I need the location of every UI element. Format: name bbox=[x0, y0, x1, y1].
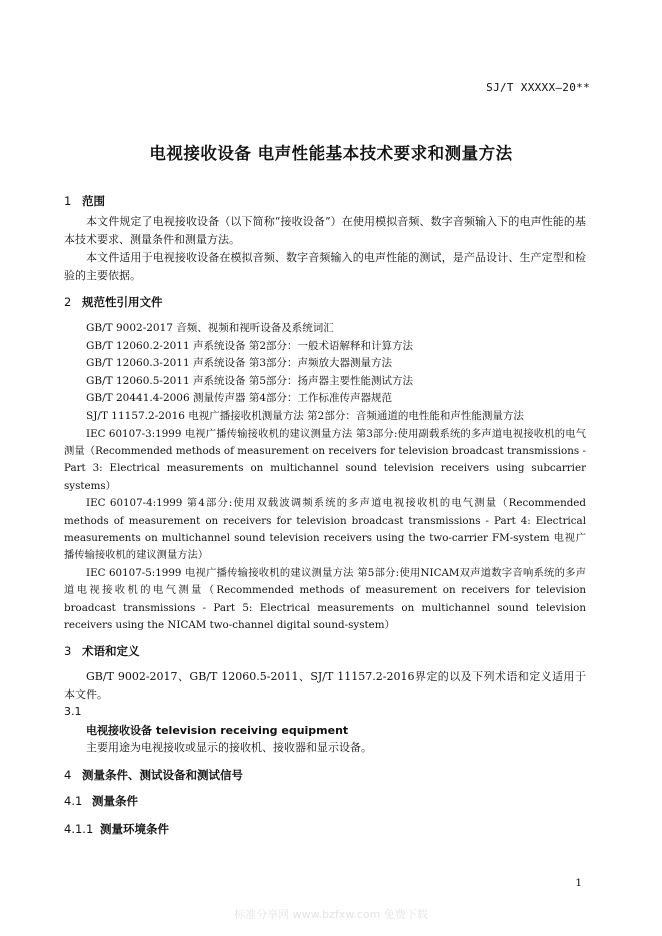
reference-item: IEC 60107-3:1999 电视广播传输接收机的建议测量方法 第3部分:使用副载系统的多声道电视接收机的电气测量（Recommended methods of measurement on receivers for television broadcast transmissions - Part 3: Electrical measurements on multichannel sound television receivers using subcarrier systems） bbox=[64, 427, 586, 492]
standard-code: SJ/T XXXXX—20** bbox=[486, 81, 590, 94]
term-name: 电视接收设备 television receiving equipment bbox=[86, 724, 349, 738]
term-definition: 主要用途为电视接收或显示的接收机、接收器和显示设备。 bbox=[86, 741, 372, 755]
term-number: 3.1 bbox=[64, 705, 82, 719]
section-title: 测量条件、测试设备和测试信号 bbox=[82, 768, 243, 783]
paragraph: GB/T 9002-2017、GB/T 12060.5-2011、SJ/T 11157.2-2016界定的以及下列术语和定义适用于本文件。 bbox=[64, 670, 586, 702]
section-number: 2 bbox=[64, 295, 72, 309]
reference-item: GB/T 12060.5-2011 声系统设备 第5部分：扬声器主要性能测试方法 bbox=[86, 374, 414, 387]
reference-item: GB/T 12060.2-2011 声系统设备 第2部分：一般术语解释和计算方法 bbox=[86, 339, 414, 352]
section-title: 测量条件 bbox=[92, 794, 138, 809]
section-heading-terms bbox=[64, 643, 586, 659]
section-title: 术语和定义 bbox=[82, 644, 140, 659]
subsection-heading bbox=[64, 793, 586, 809]
page-number: 1 bbox=[575, 877, 582, 889]
section-heading-normative-references bbox=[64, 294, 586, 310]
subsubsection-heading bbox=[64, 821, 586, 837]
section-heading-scope bbox=[64, 193, 586, 209]
reference-item: GB/T 9002-2017 音频、视频和视听设备及系统词汇 bbox=[86, 322, 334, 334]
paragraph: 本文件适用于电视接收设备在模拟音频、数字音频输入的电声性能的测试，是产品设计、生产定型和检验的主要依据。 bbox=[64, 251, 586, 282]
section-number: 4.1 bbox=[64, 794, 83, 809]
reference-item: SJ/T 11157.2-2016 电视广播接收机测量方法 第2部分：音频通道的电性能和声性能测量方法 bbox=[86, 409, 524, 422]
paragraph: 本文件规定了电视接收设备（以下简称“接收设备”）在使用模拟音频、数字音频输入下的电声性能的基本技术要求、测量条件和测量方法。 bbox=[64, 215, 586, 246]
reference-item: GB/T 20441.4-2006 测量传声器 第4部分：工作标准传声器规范 bbox=[86, 392, 393, 405]
reference-item: GB/T 12060.3-2011 声系统设备 第3部分：声频放大器测量方法 bbox=[86, 357, 393, 370]
reference-item: IEC 60107-5:1999 电视广播传输接收机的建议测量方法 第5部分:使用NICAM双声道数字音响系统的多声道电视接收机的电气测量（Recommended methods of measurement on receivers for television broadcast transmissions - Part 5: Electrical measurements on multichannel sound television receivers using the NICAM two-channel digital sound-system） bbox=[64, 566, 586, 632]
watermark: 标准分享网 www.bzfxw.com 免费下载 bbox=[234, 908, 428, 921]
page-title: 电视接收设备 电声性能基本技术要求和测量方法 bbox=[149, 144, 513, 163]
section-title: 测量环境条件 bbox=[100, 822, 169, 837]
section-number: 4 bbox=[64, 768, 72, 783]
reference-item: IEC 60107-4:1999 第4部分:使用双载波调频系统的多声道电视接收机的电气测量（Recommended methods of measurement on receivers for television broadcast transmissions - Part 4: Electrical measurements on multichannel sound television receivers using the two-carrier FM-system 电视广播传输接收机的建议测量方法） bbox=[64, 497, 586, 562]
section-number: 4.1.1 bbox=[64, 822, 94, 837]
section-number: 3 bbox=[64, 644, 72, 659]
section-number: 1 bbox=[64, 194, 72, 208]
section-title: 范围 bbox=[82, 194, 105, 208]
section-heading-measurement bbox=[64, 767, 586, 783]
section-title: 规范性引用文件 bbox=[82, 295, 163, 309]
document-body bbox=[64, 193, 586, 837]
